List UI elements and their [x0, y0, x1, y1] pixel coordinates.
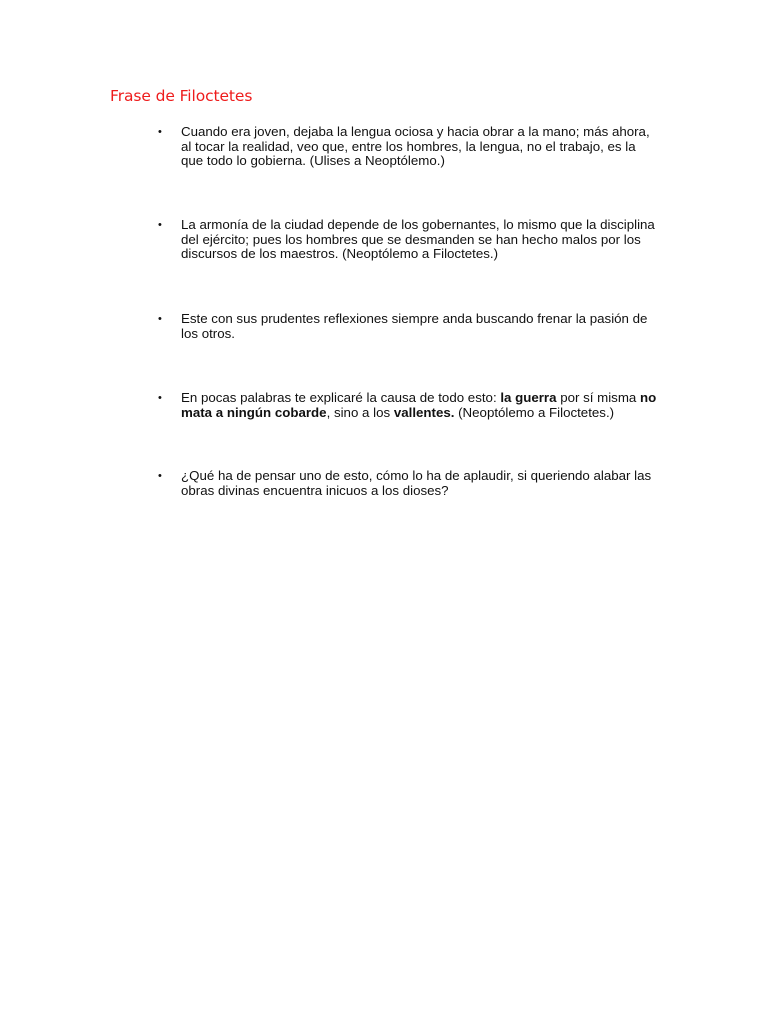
quote-emphasis: la guerra — [500, 390, 557, 405]
bullet-icon: • — [158, 313, 162, 325]
quote-text-part: por sí misma — [556, 390, 640, 405]
quote-text-part: (Neoptólemo a Filoctetes.) — [454, 404, 615, 420]
list-item — [158, 124, 659, 169]
document-title: Frase de Filoctetes — [110, 87, 253, 105]
bullet-icon: • — [158, 126, 162, 138]
list-item — [158, 217, 659, 262]
list-item — [158, 311, 659, 341]
quote-emphasis: vallentes. — [393, 404, 455, 420]
quote-text-part: , sino a los — [326, 404, 394, 420]
quote-text: ¿Qué ha de pensar uno de esto, cómo lo ha de aplaudir, si queriendo alabar las obras divinas encuentra inicuos a los dioses? — [181, 468, 652, 498]
list-item — [158, 390, 659, 420]
quote-emphasis: no mata a ningún cobarde — [181, 390, 657, 420]
quote-text: Este con sus prudentes reflexiones siempre anda buscando frenar la pasión de los otros. — [181, 311, 648, 341]
bullet-icon: • — [158, 470, 162, 482]
bullet-icon: • — [158, 219, 162, 231]
list-item — [158, 468, 659, 498]
quote-text: La armonía de la ciudad depende de los gobernantes, lo mismo que la disciplina del ejército; pues los hombres que se desmanden se han hecho malos por los discursos de los maestros. (Neoptólemo a Filoctetes.) — [181, 217, 655, 262]
quote-text: Cuando era joven, dejaba la lengua ociosa y hacia obrar a la mano; más ahora, al tocar la realidad, veo que, entre los hombres, la lengua, no el trabajo, es la que todo lo gobierna. (Ulises a Neoptólemo.) — [181, 124, 650, 169]
bullet-icon: • — [158, 392, 162, 404]
quote-text-part: En pocas palabras te explicaré la causa de todo esto: — [181, 390, 501, 405]
